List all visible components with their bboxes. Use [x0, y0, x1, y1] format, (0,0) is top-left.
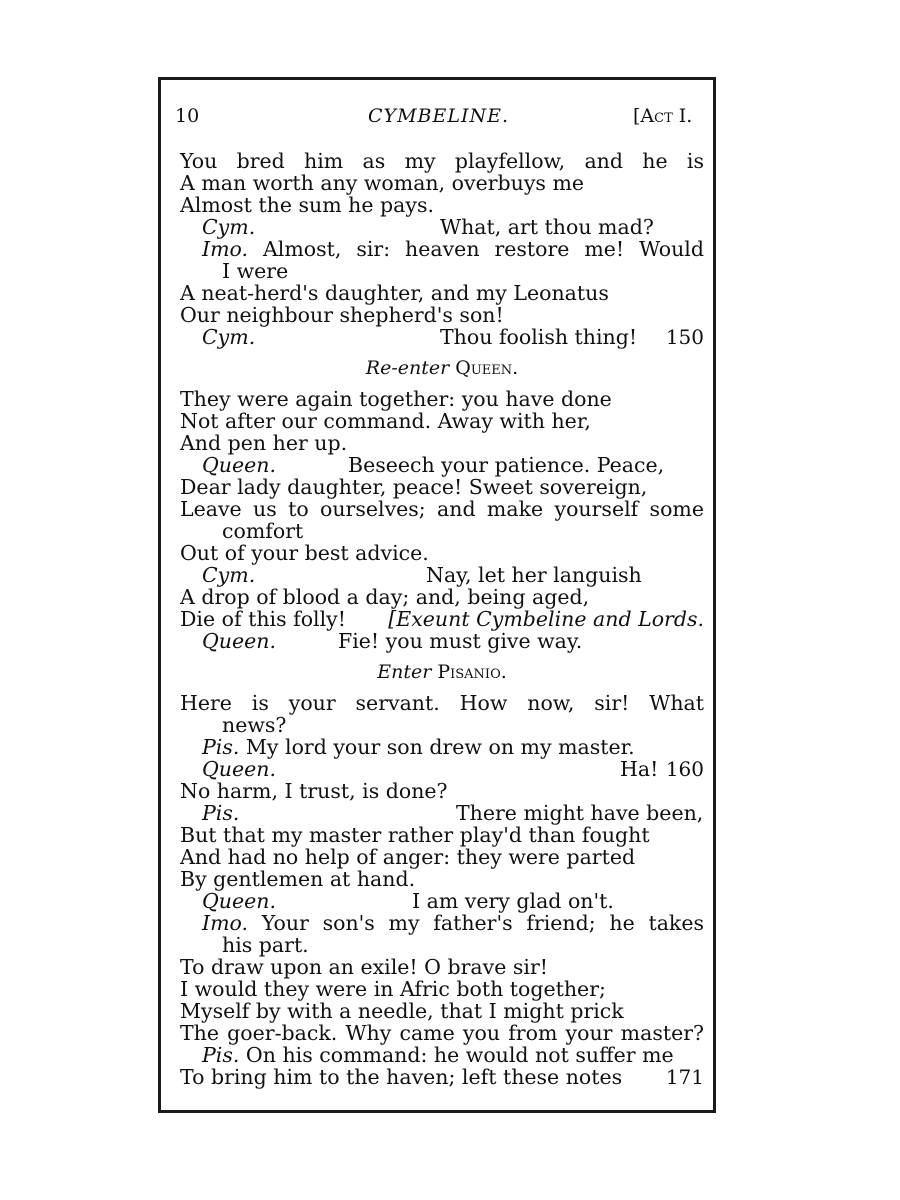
act-label: [Act I.: [633, 105, 693, 127]
speech-text: Beseech your patience. Peace,: [348, 453, 665, 477]
speech-text: To bring him to the haven; left these notes: [180, 1065, 623, 1089]
verse-line: A neat-herd's daughter, and my Leonatus: [180, 281, 609, 305]
verse-line: No harm, I trust, is done?: [180, 779, 448, 803]
verse-line: I were: [222, 259, 289, 283]
verse-line: And pen her up.: [180, 431, 348, 455]
verse-line: Dear lady daughter, peace! Sweet sovereign,: [180, 475, 648, 499]
stage-direction: Enter Pisanio.: [377, 661, 507, 683]
verse-line: Myself by with a needle, that I might prick: [180, 999, 624, 1023]
speech-line: [180, 454, 726, 476]
verse-line: And had no help of anger: they were parted: [180, 845, 636, 869]
speech-text: I am very glad on't.: [412, 889, 614, 913]
speech-line: [180, 912, 704, 934]
speech-line: [180, 736, 726, 758]
line-number: 160: [665, 757, 704, 781]
speaker-name: Queen.: [202, 757, 276, 781]
speech-text: Fie! you must give way.: [338, 629, 583, 653]
verse-line: his part.: [222, 933, 309, 957]
speech-text: My lord your son drew on my master.: [245, 735, 635, 759]
speech-text: On his command: he would not suffer me: [245, 1043, 674, 1067]
verse-line: Almost the sum he pays.: [180, 193, 434, 217]
speech-line: [180, 890, 726, 912]
line-number: 150: [665, 325, 704, 349]
verse-line: The goer-back. Why came you from your master?: [180, 1021, 704, 1045]
speaker-name: Pis.: [202, 735, 240, 759]
verse-line: news?: [222, 713, 287, 737]
verse-line: But that my master rather play'd than fought: [180, 823, 650, 847]
speech-text: What, art thou mad?: [440, 215, 654, 239]
speech-line: [180, 1044, 726, 1066]
verse-line: They were again together: you have done: [180, 387, 612, 411]
speech-text: There might have been,: [456, 801, 704, 825]
exit-direction: [Exeunt Cymbeline and Lords.: [388, 607, 704, 631]
speech-text: Thou foolish thing!: [440, 325, 638, 349]
speaker-name: Pis.: [202, 801, 240, 825]
speech-text: Almost, sir: heaven restore me! Would: [262, 237, 704, 261]
verse-line: A man worth any woman, overbuys me: [180, 171, 585, 195]
speaker-name: Pis.: [202, 1043, 240, 1067]
speech-text: Nay, let her languish: [426, 563, 642, 587]
speaker-name: Cym.: [202, 563, 256, 587]
speech-text: Die of this folly!: [180, 607, 346, 631]
verse-line: A drop of blood a day; and, being aged,: [180, 585, 590, 609]
verse-line: Not after our command. Away with her,: [180, 409, 591, 433]
speaker-name: Queen.: [202, 453, 276, 477]
speech-line: [180, 802, 726, 824]
running-title: CYMBELINE.: [368, 105, 510, 127]
speech-line: [180, 758, 726, 780]
speech-line: [180, 630, 726, 652]
speaker-name: Imo.: [202, 237, 249, 261]
verse-line: You bred him as my playfellow, and he is: [180, 149, 704, 173]
speech-line: [180, 326, 726, 348]
stage-direction: Re-enter Queen.: [365, 357, 519, 379]
speaker-name: Imo.: [202, 911, 249, 935]
speaker-name: Queen.: [202, 629, 276, 653]
speech-line: [180, 608, 704, 630]
speech-text: Your son's my father's friend; he takes: [261, 911, 704, 935]
verse-line: I would they were in Afric both together;: [180, 977, 606, 1001]
verse-line: Leave us to ourselves; and make yourself some: [180, 497, 704, 521]
speaker-name: Cym.: [202, 325, 256, 349]
verse-line: comfort: [222, 519, 304, 543]
verse-line: To draw upon an exile! O brave sir!: [180, 955, 548, 979]
speaker-name: Cym.: [202, 215, 256, 239]
page-number: 10: [175, 105, 200, 127]
speech-text: Ha!: [620, 757, 659, 781]
speech-line: [180, 1066, 704, 1088]
speech-line: [180, 564, 726, 586]
line-number: 171: [665, 1065, 704, 1089]
speech-line: [180, 216, 726, 238]
verse-line: By gentlemen at hand.: [180, 867, 416, 891]
verse-line: Here is your servant. How now, sir! What: [180, 691, 704, 715]
verse-line: Our neighbour shepherd's son!: [180, 303, 504, 327]
speech-line: [180, 238, 704, 260]
speaker-name: Queen.: [202, 889, 276, 913]
verse-line: Out of your best advice.: [180, 541, 429, 565]
